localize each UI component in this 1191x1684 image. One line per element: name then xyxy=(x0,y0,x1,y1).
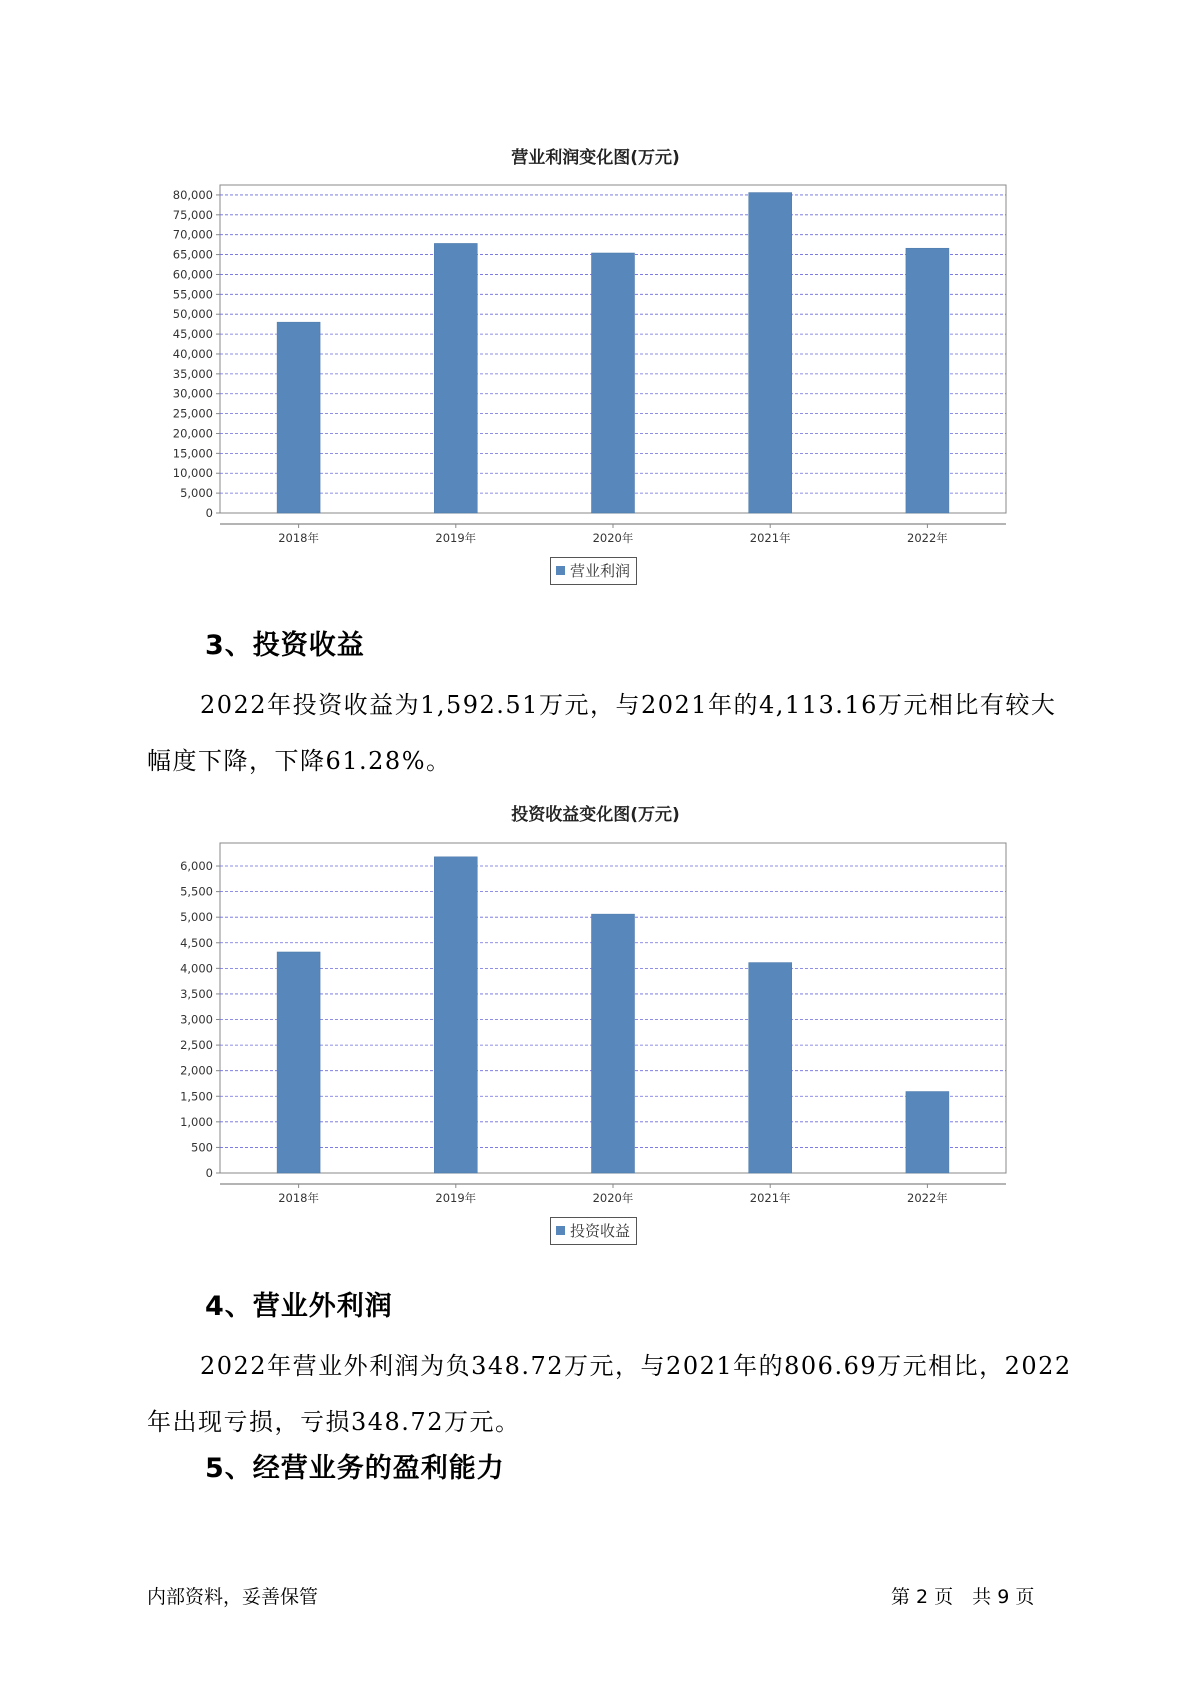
bar-2018年 xyxy=(277,952,320,1173)
legend-label: 营业利润 xyxy=(570,562,631,580)
section-5-heading: 5、经营业务的盈利能力 xyxy=(205,1453,505,1484)
legend-swatch xyxy=(556,1226,565,1235)
y-tick-label: 4,000 xyxy=(180,961,213,976)
section-3-heading: 3、投资收益 xyxy=(205,630,365,661)
y-tick-label: 5,500 xyxy=(180,884,213,899)
y-tick-label: 25,000 xyxy=(172,406,213,421)
x-tick-label: 2018年 xyxy=(278,1191,319,1205)
x-tick-label: 2018年 xyxy=(278,531,319,545)
y-tick-label: 1,000 xyxy=(180,1114,213,1129)
y-tick-label: 45,000 xyxy=(172,327,213,342)
footer-confidential-note: 内部资料，妥善保管 xyxy=(147,1586,319,1608)
y-tick-label: 3,500 xyxy=(180,986,213,1001)
bar-2020年 xyxy=(592,914,635,1173)
y-tick-label: 5,000 xyxy=(180,910,213,925)
y-tick-label: 20,000 xyxy=(172,426,213,441)
y-tick-label: 500 xyxy=(191,1140,213,1155)
section-3-paragraph: 2022年投资收益为1,592.51万元，与2021年的4,113.16万元相比有较大幅度下降，下降61.28%。 xyxy=(147,691,1057,775)
y-tick-label: 70,000 xyxy=(172,227,213,242)
x-tick-label: 2021年 xyxy=(749,531,791,545)
x-tick-label: 2020年 xyxy=(592,1191,634,1205)
x-tick-label: 2021年 xyxy=(749,1191,791,1205)
y-tick-label: 65,000 xyxy=(172,247,213,262)
x-tick-label: 2020年 xyxy=(592,531,634,545)
y-tick-label: 60,000 xyxy=(172,267,213,282)
y-tick-label: 0 xyxy=(205,1166,213,1180)
y-tick-label: 6,000 xyxy=(180,859,213,874)
x-tick-label: 2019年 xyxy=(435,531,477,545)
y-tick-label: 10,000 xyxy=(172,466,213,481)
y-tick-label: 2,500 xyxy=(180,1038,213,1053)
legend-investment-income xyxy=(550,1217,637,1245)
y-tick-label: 35,000 xyxy=(172,366,213,381)
y-tick-label: 5,000 xyxy=(180,486,213,501)
y-tick-label: 3,000 xyxy=(180,1012,213,1027)
y-tick-label: 40,000 xyxy=(172,346,213,361)
y-tick-label: 50,000 xyxy=(172,307,213,322)
x-tick-label: 2019年 xyxy=(435,1191,477,1205)
y-tick-label: 0 xyxy=(205,506,213,520)
section-4-heading: 4、营业外利润 xyxy=(205,1291,393,1322)
y-tick-label: 1,500 xyxy=(180,1089,213,1104)
x-tick-label: 2022年 xyxy=(907,1191,948,1205)
y-tick-label: 55,000 xyxy=(172,287,213,302)
y-tick-label: 80,000 xyxy=(172,187,213,202)
y-tick-label: 15,000 xyxy=(172,446,213,461)
chart-title-operating-profit: 营业利润变化图(万元) xyxy=(511,148,680,168)
chart-title-investment-income: 投资收益变化图(万元) xyxy=(511,805,680,825)
legend-label: 投资收益 xyxy=(570,1222,631,1240)
bar-2021年 xyxy=(749,963,792,1173)
x-tick-label: 2022年 xyxy=(907,531,948,545)
bar-2022年 xyxy=(906,1092,949,1173)
y-tick-label: 75,000 xyxy=(172,207,213,222)
bar-2019年 xyxy=(434,857,477,1173)
footer-page-number: 第 2 页 共 9 页 xyxy=(891,1586,1035,1608)
y-tick-label: 4,500 xyxy=(180,935,213,950)
section-4-paragraph: 2022年营业外利润为负348.72万元，与2021年的806.69万元相比，2022年出现亏损，亏损348.72万元。 xyxy=(147,1352,1072,1436)
y-tick-label: 2,000 xyxy=(180,1063,213,1078)
y-tick-label: 30,000 xyxy=(172,386,213,401)
